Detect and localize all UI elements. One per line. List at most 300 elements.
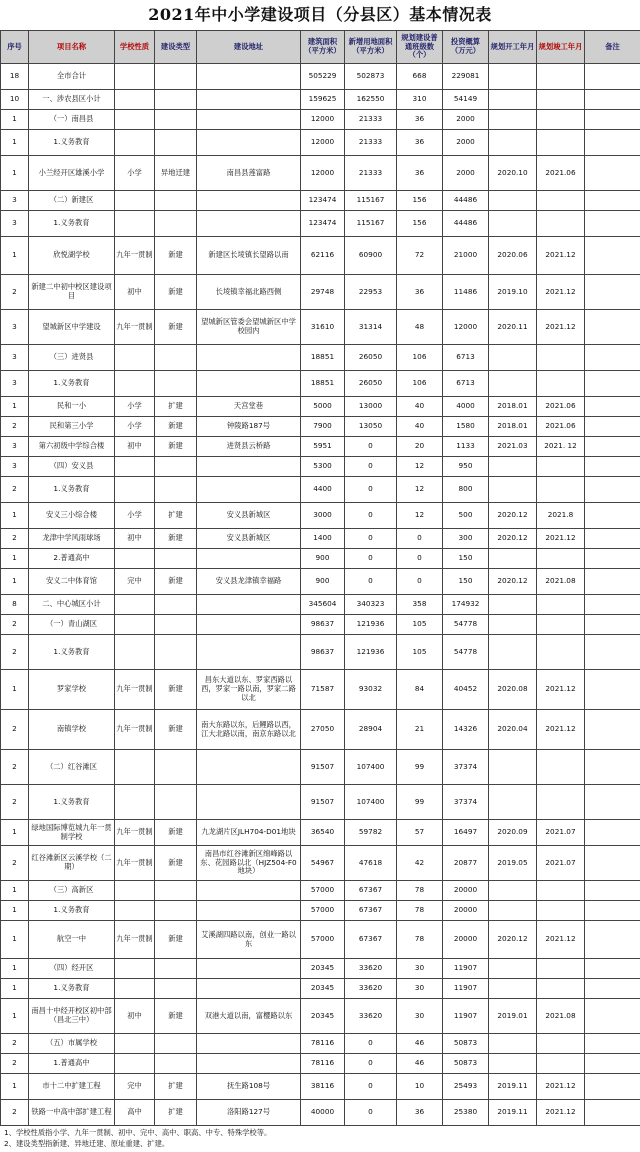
- table-cell: 2: [1, 417, 29, 437]
- table-cell: 新建: [155, 569, 197, 595]
- table-cell: 2: [1, 615, 29, 635]
- table-cell: [489, 191, 537, 211]
- table-cell: 150: [443, 549, 489, 569]
- table-cell: 3: [1, 345, 29, 371]
- table-cell: 2021.12: [537, 310, 585, 345]
- table-cell: 第六初级中学综合楼: [29, 437, 115, 457]
- table-cell: 30: [397, 999, 443, 1034]
- table-cell: 121936: [345, 615, 397, 635]
- table-cell: 2021.12: [537, 275, 585, 310]
- table-cell: [155, 1054, 197, 1074]
- table-cell: 1: [1, 569, 29, 595]
- table-cell: 新建区长堎镇长望路以南: [197, 237, 301, 275]
- table-cell: 310: [397, 90, 443, 110]
- table-cell: 3: [1, 457, 29, 477]
- table-row: [1, 64, 640, 90]
- table-cell: [585, 437, 640, 457]
- table-cell: 3: [1, 371, 29, 397]
- table-cell: 37374: [443, 750, 489, 785]
- table-cell: 3: [1, 437, 29, 457]
- table-cell: 高中: [115, 1100, 155, 1126]
- table-cell: [489, 549, 537, 569]
- table-cell: 安义县龙津镇幸福路: [197, 569, 301, 595]
- table-cell: 0: [345, 529, 397, 549]
- table-cell: （一）青山湖区: [29, 615, 115, 635]
- table-cell: [115, 750, 155, 785]
- table-cell: 民和第三小学: [29, 417, 115, 437]
- table-cell: 47618: [345, 846, 397, 881]
- table-cell: [115, 345, 155, 371]
- table-cell: 18851: [301, 345, 345, 371]
- table-cell: 4400: [301, 477, 345, 503]
- table-cell: 2020.12: [489, 503, 537, 529]
- table-cell: 新建: [155, 670, 197, 710]
- table-cell: [197, 457, 301, 477]
- table-cell: [585, 750, 640, 785]
- table-cell: [585, 156, 640, 191]
- table-cell: [197, 881, 301, 901]
- table-cell: 98637: [301, 615, 345, 635]
- notes: [0, 1126, 640, 1152]
- table-cell: 南昌县莲富路: [197, 156, 301, 191]
- table-cell: [489, 750, 537, 785]
- table-cell: 33620: [345, 979, 397, 999]
- table-row: [1, 156, 640, 191]
- table-cell: 78: [397, 921, 443, 959]
- table-cell: [155, 130, 197, 156]
- table-cell: [537, 750, 585, 785]
- table-cell: [537, 371, 585, 397]
- table-cell: 2: [1, 1054, 29, 1074]
- table-cell: [537, 901, 585, 921]
- table-cell: （二）新建区: [29, 191, 115, 211]
- table-cell: [197, 110, 301, 130]
- table-cell: 1.义务教育: [29, 979, 115, 999]
- table-cell: 115167: [345, 191, 397, 211]
- table-cell: [115, 595, 155, 615]
- table-cell: 2021.08: [537, 999, 585, 1034]
- table-cell: [489, 1054, 537, 1074]
- table-cell: 25493: [443, 1074, 489, 1100]
- table-cell: 1: [1, 237, 29, 275]
- table-cell: [585, 1100, 640, 1126]
- table-cell: 洛阳路127号: [197, 1100, 301, 1126]
- table-cell: [537, 64, 585, 90]
- table-cell: [197, 595, 301, 615]
- table-cell: [537, 110, 585, 130]
- table-cell: [537, 595, 585, 615]
- table-cell: [197, 750, 301, 785]
- table-cell: [115, 549, 155, 569]
- table-cell: 2020.12: [489, 569, 537, 595]
- table-cell: 抚生路108号: [197, 1074, 301, 1100]
- table-cell: [197, 615, 301, 635]
- table-cell: （三）进贤县: [29, 345, 115, 371]
- table-cell: 505229: [301, 64, 345, 90]
- table-cell: 11907: [443, 959, 489, 979]
- table-cell: 13050: [345, 417, 397, 437]
- table-cell: 0: [345, 1034, 397, 1054]
- table-cell: [197, 477, 301, 503]
- table-cell: [197, 901, 301, 921]
- table-cell: 1: [1, 881, 29, 901]
- table-cell: 33620: [345, 999, 397, 1034]
- table-cell: [585, 503, 640, 529]
- table-cell: 新建: [155, 921, 197, 959]
- table-cell: 龙津中学风雨球场: [29, 529, 115, 549]
- table-cell: [155, 750, 197, 785]
- table-row: [1, 750, 640, 785]
- table-cell: 2020.11: [489, 310, 537, 345]
- table-cell: 2019.11: [489, 1100, 537, 1126]
- table-cell: 67367: [345, 901, 397, 921]
- table-cell: 25380: [443, 1100, 489, 1126]
- table-cell: 1: [1, 901, 29, 921]
- table-cell: 2019.01: [489, 999, 537, 1034]
- table-cell: 2018.01: [489, 397, 537, 417]
- table-cell: 78: [397, 881, 443, 901]
- table-cell: 钟陵路187号: [197, 417, 301, 437]
- header-classes: 规划建设普通班级数（个）: [397, 31, 443, 64]
- table-row: [1, 820, 640, 846]
- table-cell: [585, 130, 640, 156]
- table-cell: [197, 1054, 301, 1074]
- header-area: 建筑面积（平方米）: [301, 31, 345, 64]
- table-cell: 九年一贯制: [115, 237, 155, 275]
- table-cell: 57000: [301, 901, 345, 921]
- table-cell: [155, 979, 197, 999]
- table-cell: 初中: [115, 275, 155, 310]
- table-cell: [197, 191, 301, 211]
- table-row: [1, 1034, 640, 1054]
- table-cell: 5300: [301, 457, 345, 477]
- table-cell: [489, 615, 537, 635]
- table-row: [1, 310, 640, 345]
- table-cell: 105: [397, 615, 443, 635]
- table-row: [1, 881, 640, 901]
- table-cell: 106: [397, 345, 443, 371]
- table-cell: [155, 110, 197, 130]
- table-cell: 29748: [301, 275, 345, 310]
- table-cell: 扩建: [155, 1100, 197, 1126]
- table-cell: 50873: [443, 1034, 489, 1054]
- table-cell: 3: [1, 310, 29, 345]
- table-cell: [537, 457, 585, 477]
- table-row: [1, 979, 640, 999]
- table-cell: [115, 635, 155, 670]
- table-cell: 20000: [443, 881, 489, 901]
- table-cell: [155, 549, 197, 569]
- table-cell: [585, 569, 640, 595]
- table-cell: 11907: [443, 979, 489, 999]
- table-cell: 44486: [443, 191, 489, 211]
- table-cell: [155, 881, 197, 901]
- table-cell: 36: [397, 130, 443, 156]
- table-cell: 13000: [345, 397, 397, 417]
- table-cell: 1: [1, 549, 29, 569]
- table-row: [1, 237, 640, 275]
- table-cell: 78116: [301, 1054, 345, 1074]
- table-row: [1, 110, 640, 130]
- table-cell: 1.义务教育: [29, 785, 115, 820]
- table-cell: [489, 211, 537, 237]
- project-table: [0, 30, 640, 1126]
- table-cell: [585, 615, 640, 635]
- table-cell: [537, 1054, 585, 1074]
- table-cell: 31314: [345, 310, 397, 345]
- table-cell: [585, 820, 640, 846]
- table-cell: 1580: [443, 417, 489, 437]
- table-cell: [585, 670, 640, 710]
- table-cell: 2: [1, 1100, 29, 1126]
- table-cell: 全市合计: [29, 64, 115, 90]
- table-row: [1, 595, 640, 615]
- table-cell: 2000: [443, 130, 489, 156]
- table-cell: [537, 130, 585, 156]
- table-cell: [585, 90, 640, 110]
- table-cell: 1.普通高中: [29, 1054, 115, 1074]
- table-cell: （四）安义县: [29, 457, 115, 477]
- table-cell: 6713: [443, 371, 489, 397]
- table-cell: 新建: [155, 310, 197, 345]
- table-cell: 26050: [345, 345, 397, 371]
- table-cell: 新建: [155, 417, 197, 437]
- table-cell: 望城新区管委会望城新区中学校园内: [197, 310, 301, 345]
- table-cell: [585, 959, 640, 979]
- table-cell: 新建二中初中校区建设项目: [29, 275, 115, 310]
- table-cell: 2021.07: [537, 846, 585, 881]
- table-cell: [537, 881, 585, 901]
- table-cell: [197, 785, 301, 820]
- table-cell: 九年一贯制: [115, 310, 155, 345]
- table-cell: 市十二中扩建工程: [29, 1074, 115, 1100]
- table-cell: 30: [397, 979, 443, 999]
- header-finish: 规划竣工年月: [537, 31, 585, 64]
- table-cell: 99: [397, 785, 443, 820]
- table-cell: [537, 90, 585, 110]
- table-cell: [115, 371, 155, 397]
- table-row: [1, 457, 640, 477]
- table-cell: 航空一中: [29, 921, 115, 959]
- table-cell: 16497: [443, 820, 489, 846]
- table-cell: 62116: [301, 237, 345, 275]
- table-cell: 40: [397, 417, 443, 437]
- table-cell: 20: [397, 437, 443, 457]
- table-cell: [115, 979, 155, 999]
- table-cell: 安义二中体育馆: [29, 569, 115, 595]
- table-cell: 5951: [301, 437, 345, 457]
- table-cell: 54149: [443, 90, 489, 110]
- table-cell: 21333: [345, 156, 397, 191]
- table-body: [1, 64, 640, 1126]
- table-cell: 60900: [345, 237, 397, 275]
- table-cell: 0: [345, 477, 397, 503]
- table-cell: [197, 371, 301, 397]
- table-cell: 1: [1, 979, 29, 999]
- table-cell: [489, 110, 537, 130]
- table-cell: 2020.09: [489, 820, 537, 846]
- table-cell: [537, 785, 585, 820]
- table-cell: [585, 549, 640, 569]
- table-cell: （四）经开区: [29, 959, 115, 979]
- table-cell: 54778: [443, 615, 489, 635]
- table-cell: 71587: [301, 670, 345, 710]
- table-cell: [115, 901, 155, 921]
- table-cell: 36: [397, 156, 443, 191]
- table-cell: 1: [1, 1074, 29, 1100]
- table-cell: [115, 110, 155, 130]
- table-cell: 2.普通高中: [29, 549, 115, 569]
- table-cell: [115, 457, 155, 477]
- table-cell: [585, 64, 640, 90]
- header-land: 新增用地面积（平方米）: [345, 31, 397, 64]
- table-cell: 2021.06: [537, 397, 585, 417]
- table-row: [1, 397, 640, 417]
- table-cell: 46: [397, 1034, 443, 1054]
- table-row: [1, 921, 640, 959]
- header-nature: 学校性质: [115, 31, 155, 64]
- table-cell: 小学: [115, 417, 155, 437]
- table-cell: 21: [397, 710, 443, 750]
- table-cell: 二、中心城区小计: [29, 595, 115, 615]
- table-cell: 502873: [345, 64, 397, 90]
- table-cell: [585, 921, 640, 959]
- table-cell: 1: [1, 130, 29, 156]
- table-cell: 28904: [345, 710, 397, 750]
- table-cell: 1: [1, 670, 29, 710]
- table-cell: [155, 371, 197, 397]
- table-row: [1, 1054, 640, 1074]
- table-cell: [537, 959, 585, 979]
- table-cell: 91507: [301, 785, 345, 820]
- table-cell: 0: [345, 549, 397, 569]
- header-address: 建设地址: [197, 31, 301, 64]
- table-cell: 小兰经开区雄溪小学: [29, 156, 115, 191]
- table-row: [1, 529, 640, 549]
- table-cell: [585, 595, 640, 615]
- table-cell: （五）市属学校: [29, 1034, 115, 1054]
- table-cell: 1: [1, 921, 29, 959]
- table-cell: 40000: [301, 1100, 345, 1126]
- table-cell: 36: [397, 275, 443, 310]
- table-cell: [585, 275, 640, 310]
- table-cell: [489, 901, 537, 921]
- table-cell: 2020.12: [489, 529, 537, 549]
- table-cell: [585, 1054, 640, 1074]
- table-cell: 1.义务教育: [29, 901, 115, 921]
- table-cell: 12: [397, 457, 443, 477]
- table-cell: 121936: [345, 635, 397, 670]
- table-cell: 2020.04: [489, 710, 537, 750]
- table-cell: 初中: [115, 999, 155, 1034]
- table-cell: 37374: [443, 785, 489, 820]
- table-cell: 59782: [345, 820, 397, 846]
- table-cell: 93032: [345, 670, 397, 710]
- table-cell: [155, 64, 197, 90]
- table-cell: 2021.12: [537, 670, 585, 710]
- table-cell: [115, 785, 155, 820]
- table-cell: [585, 881, 640, 901]
- table-cell: 159625: [301, 90, 345, 110]
- table-cell: 12: [397, 503, 443, 529]
- table-cell: 1: [1, 503, 29, 529]
- header-invest: 投资概算（万元）: [443, 31, 489, 64]
- table-cell: 2: [1, 529, 29, 549]
- table-cell: [489, 959, 537, 979]
- table-cell: 229081: [443, 64, 489, 90]
- table-cell: 2: [1, 477, 29, 503]
- table-cell: 106: [397, 371, 443, 397]
- table-cell: [115, 191, 155, 211]
- table-cell: 2019.10: [489, 275, 537, 310]
- header-type: 建设类型: [155, 31, 197, 64]
- table-cell: 1.义务教育: [29, 635, 115, 670]
- table-row: [1, 670, 640, 710]
- table-cell: [115, 130, 155, 156]
- table-cell: 20000: [443, 921, 489, 959]
- table-cell: 8: [1, 595, 29, 615]
- table-row: [1, 710, 640, 750]
- table-cell: [585, 397, 640, 417]
- table-cell: （一）南昌县: [29, 110, 115, 130]
- table-cell: [115, 90, 155, 110]
- table-cell: [197, 130, 301, 156]
- table-cell: 2: [1, 635, 29, 670]
- table-cell: 新建: [155, 437, 197, 457]
- table-cell: 1: [1, 156, 29, 191]
- table-cell: [585, 477, 640, 503]
- table-cell: [537, 345, 585, 371]
- table-cell: [489, 477, 537, 503]
- table-cell: 44486: [443, 211, 489, 237]
- table-cell: 1400: [301, 529, 345, 549]
- table-cell: 12000: [301, 110, 345, 130]
- table-cell: [197, 635, 301, 670]
- table-cell: 12000: [443, 310, 489, 345]
- table-cell: [489, 90, 537, 110]
- table-cell: 扩建: [155, 397, 197, 417]
- table-cell: 完中: [115, 569, 155, 595]
- table-cell: 望城新区中学建设: [29, 310, 115, 345]
- table-cell: [537, 477, 585, 503]
- table-cell: [155, 1034, 197, 1054]
- table-cell: [585, 901, 640, 921]
- table-cell: 300: [443, 529, 489, 549]
- table-cell: 新建: [155, 846, 197, 881]
- table-cell: 2021.12: [537, 1074, 585, 1100]
- table-cell: 2: [1, 750, 29, 785]
- table-cell: 31610: [301, 310, 345, 345]
- table-row: [1, 615, 640, 635]
- table-cell: 2021.12: [537, 921, 585, 959]
- table-cell: 99: [397, 750, 443, 785]
- table-cell: [115, 881, 155, 901]
- table-cell: 1: [1, 999, 29, 1034]
- table-cell: 0: [345, 1054, 397, 1074]
- table-cell: 105: [397, 635, 443, 670]
- table-cell: 2: [1, 1034, 29, 1054]
- table-cell: 98637: [301, 635, 345, 670]
- table-cell: 10: [1, 90, 29, 110]
- table-cell: 2021.12: [537, 710, 585, 750]
- table-cell: 昌东大道以东、罗家西路以西，罗家一路以南，罗家二路以北: [197, 670, 301, 710]
- table-cell: 九年一贯制: [115, 921, 155, 959]
- table-cell: 107400: [345, 750, 397, 785]
- table-cell: 2: [1, 275, 29, 310]
- table-cell: 21000: [443, 237, 489, 275]
- table-cell: 安义三小综合楼: [29, 503, 115, 529]
- table-cell: [537, 1034, 585, 1054]
